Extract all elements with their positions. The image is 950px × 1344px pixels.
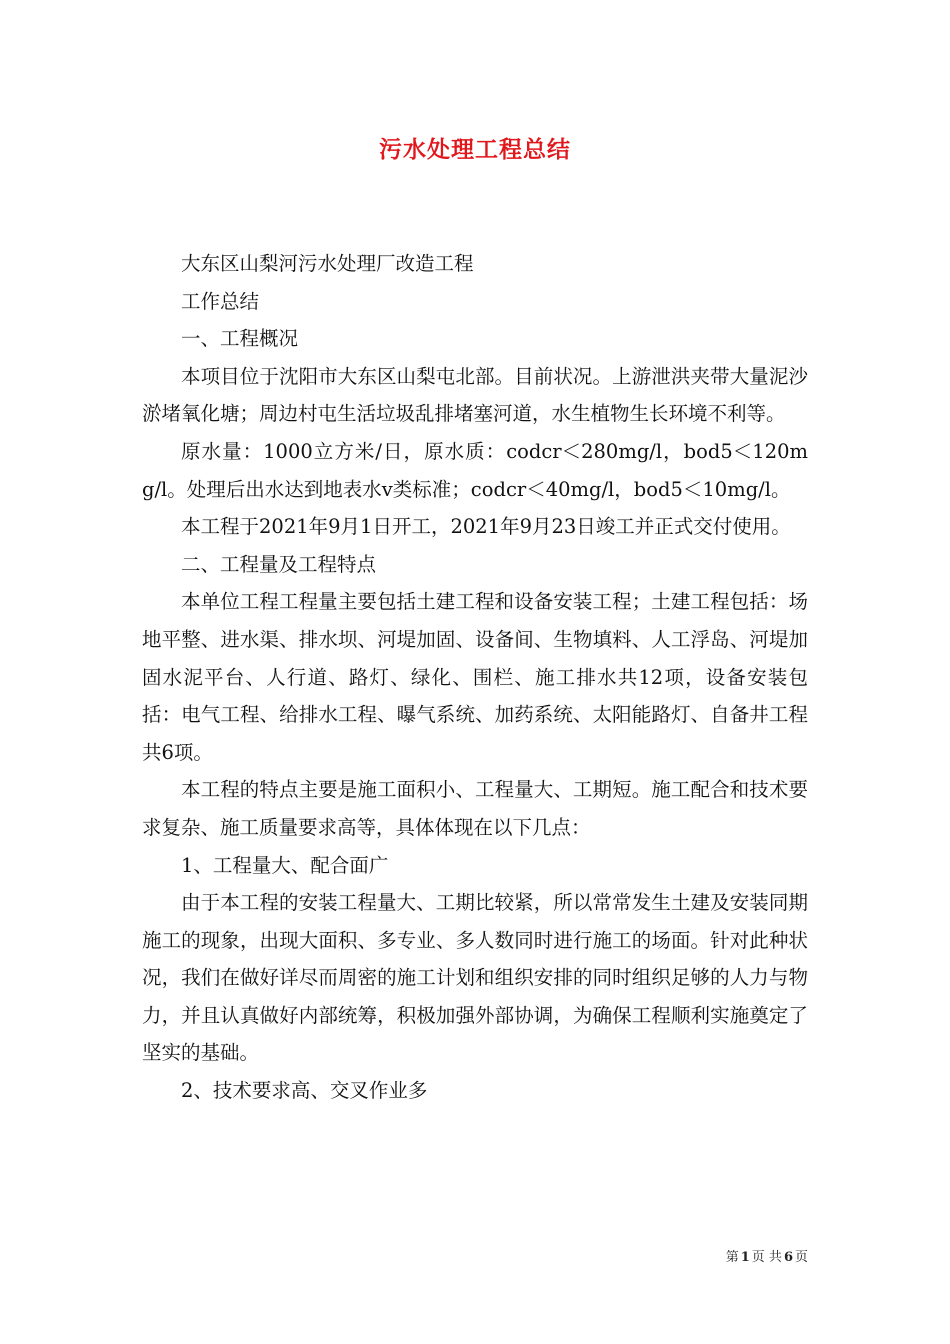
total-page-count: 6 [783,1250,793,1265]
page-number-footer [600,1249,808,1267]
current-page-number: 1 [740,1250,750,1265]
paragraph-subtitle: 工作总结 [181,289,260,313]
paragraph-scope: 本单位工程工程量主要包括土建工程和设备安装工程；土建工程包括：场地平整、进水渠、排水坝、河堤加固、设备间、生物填料、人工浮岛、河堤加固水泥平台、人行道、路灯、绿化、围栏、施工排水共12项，设备安装包括：电气工程、给排水工程、曝气系统、加药系统、太阳能路灯、自备井工程共6项。 [142,590,808,764]
paragraph-schedule: 本工程于2021年9月1日开工，2021年9月23日竣工并正式交付使用。 [181,515,791,539]
footer-prefix: 第 [725,1250,739,1265]
subheading-point-2: 2、技术要求高、交叉作业多 [181,1079,428,1103]
section-heading-overview: 一、工程概况 [181,327,299,351]
paragraph-water-quality: 原水量：1000立方米/日，原水质：codcr＜280mg/l，bod5＜120mg/l。处理后出水达到地表水v类标准；codcr＜40mg/l，bod5＜10mg/l。 [142,439,808,501]
paragraph-location: 本项目位于沈阳市大东区山梨屯北部。目前状况。上游泄洪夹带大量泥沙淤堵氧化塘；周边村屯生活垃圾乱排堵塞河道，水生植物生长环境不利等。 [142,364,808,426]
paragraph-project-name: 大东区山梨河污水处理厂改造工程 [181,252,474,275]
paragraph-point-1-detail: 由于本工程的安装工程量大、工期比较紧，所以常常发生土建及安装同期施工的现象，出现大面积、多专业、多人数同时进行施工的场面。针对此种状况，我们在做好详尽而周密的施工计划和组织安排的同时组织足够的人力与物力，并且认真做好内部统筹，积极加强外部协调，为确保工程顺利实施奠定了坚实的基础。 [142,891,808,1065]
footer-suffix: 页 [794,1250,808,1265]
page-title: 污水处理工程总结 [379,136,571,163]
section-heading-quantity: 二、工程量及工程特点 [181,552,377,576]
paragraph-features: 本工程的特点主要是施工面积小、工程量大、工期短。施工配合和技术要求复杂、施工质量要求高等，具体体现在以下几点： [142,778,808,839]
footer-middle: 页 共 [751,1250,782,1265]
subheading-point-1: 1、工程量大、配合面广 [181,853,389,877]
document-body [142,245,808,1110]
